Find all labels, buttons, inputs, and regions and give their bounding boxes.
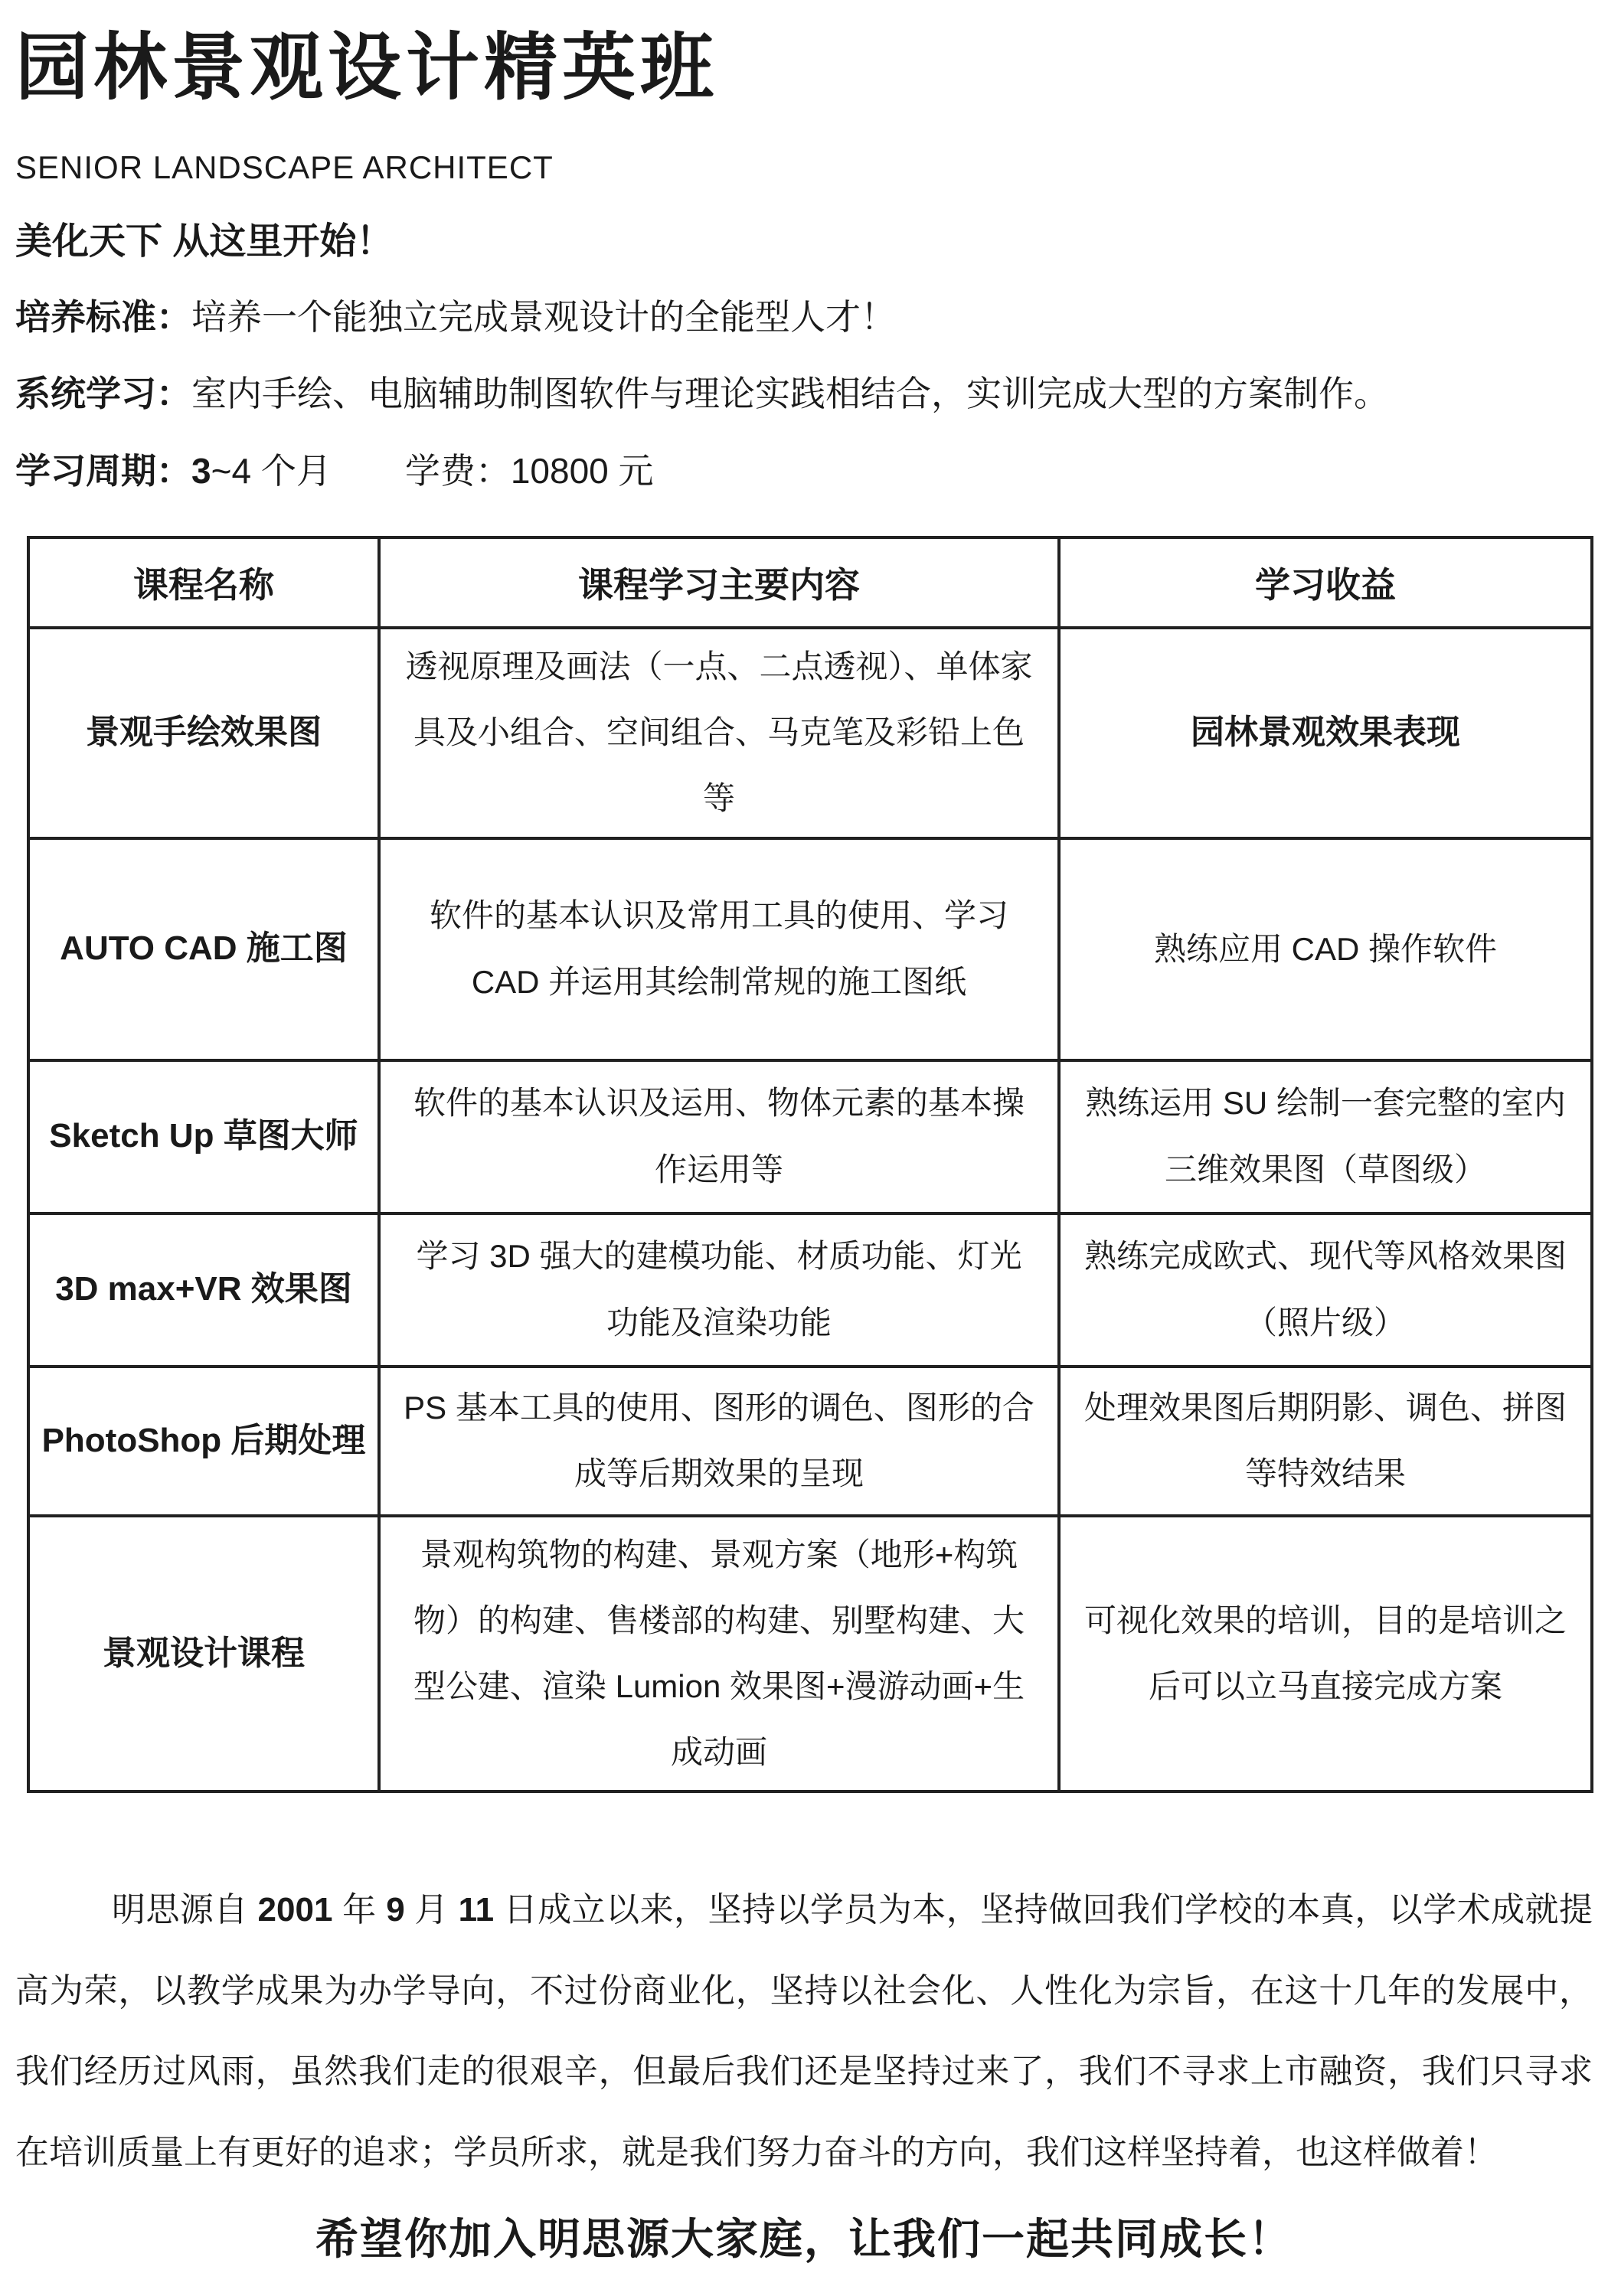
about-bold-number: 9 <box>386 1890 405 1929</box>
course-name-cell: 景观手绘效果图 <box>28 628 379 838</box>
about-text-run: 明思源自 <box>112 1890 258 1929</box>
table-row <box>28 1060 1592 1213</box>
info-line-system-learning <box>15 374 1593 414</box>
course-name-cell: AUTO CAD 施工图 <box>28 838 379 1060</box>
info-line-training-standard <box>15 297 1593 338</box>
page-title: 园林景观设计精英班 <box>15 27 718 109</box>
tuition-value: 10800 元 <box>510 451 654 492</box>
course-benefit-cell: 熟练运用 SU 绘制一套完整的室内三维效果图（草图级） <box>1059 1060 1592 1213</box>
about-text-run: 月 <box>404 1890 459 1929</box>
course-name-cell: 3D max+VR 效果图 <box>28 1213 379 1367</box>
course-benefit-cell: 熟练应用 CAD 操作软件 <box>1059 838 1592 1060</box>
study-period-value-rest: ~4 个月 <box>211 451 332 492</box>
about-text-run: 日成立以来，坚持以学员为本，坚持做回我们学校的本真，以学术成就提高为荣，以教学成果为办学导向，不过份商业化，坚持以社会化、人性化为宗旨，在这十几年的发展中，我们经历过风雨，虽然我们走的很艰辛，但最后我们还是坚持过来了，我们不寻求上市融资，我们只寻求在培训质量上有更好的追求；学员所求，就是我们努力奋斗的方向，我们这样坚持着，也这样做着！ <box>15 1890 1593 2171</box>
system-learning-text: 室内手绘、电脑辅助制图软件与理论实践相结合，实训完成大型的方案制作。 <box>191 374 1389 414</box>
subtitle-en: SENIOR LANDSCAPE ARCHITECT <box>15 149 554 185</box>
table-row <box>28 1367 1592 1516</box>
info-line-period-tuition <box>15 451 1593 492</box>
slogan: 美化天下 从这里开始！ <box>15 220 394 262</box>
tuition-label: 学费： <box>404 451 511 492</box>
course-name-cell: PhotoShop 后期处理 <box>28 1367 379 1516</box>
course-content-cell: 学习 3D 强大的建模功能、材质功能、灯光功能及渲染功能 <box>379 1213 1059 1367</box>
training-standard-text: 培养一个能独立完成景观设计的全能型人才！ <box>191 296 896 337</box>
closing-line: 希望你加入明思源大家庭，让我们一起共同成长！ <box>315 2216 1293 2265</box>
course-content-cell: PS 基本工具的使用、图形的调色、图形的合成等后期效果的呈现 <box>379 1367 1059 1516</box>
course-content-cell: 景观构筑物的构建、景观方案（地形+构筑物）的构建、售楼部的构建、别墅构建、大型公建、渲染 Lumion 效果图+漫游动画+生成动画 <box>379 1516 1059 1791</box>
about-bold-number: 2001 <box>257 1890 333 1929</box>
table-row <box>28 1516 1592 1791</box>
course-name-cell: 景观设计课程 <box>28 1516 379 1791</box>
study-period-value-bold: 3 <box>191 451 211 492</box>
course-benefit-cell: 处理效果图后期阴影、调色、拼图等特效结果 <box>1059 1367 1592 1516</box>
course-table-body <box>28 628 1592 1791</box>
course-benefit-cell: 园林景观效果表现 <box>1059 628 1592 838</box>
about-paragraph <box>15 1870 1593 2193</box>
header-benefit: 学习收益 <box>1059 537 1592 628</box>
course-name-cell: Sketch Up 草图大师 <box>28 1060 379 1213</box>
course-content-cell: 软件的基本认识及运用、物体元素的基本操作运用等 <box>379 1060 1059 1213</box>
system-learning-label: 系统学习： <box>15 374 191 414</box>
course-content-cell: 软件的基本认识及常用工具的使用、学习 CAD 并运用其绘制常规的施工图纸 <box>379 838 1059 1060</box>
about-bold-number: 11 <box>458 1890 495 1929</box>
course-benefit-cell: 熟练完成欧式、现代等风格效果图（照片级） <box>1059 1213 1592 1367</box>
table-header-row <box>28 537 1592 628</box>
course-table <box>27 536 1593 1793</box>
course-benefit-cell: 可视化效果的培训，目的是培训之后可以立马直接完成方案 <box>1059 1516 1592 1791</box>
study-period-label: 学习周期： <box>15 451 191 492</box>
header-course-content: 课程学习主要内容 <box>379 537 1059 628</box>
about-text-run: 年 <box>332 1890 387 1929</box>
table-row <box>28 838 1592 1060</box>
table-row <box>28 628 1592 838</box>
training-standard-label: 培养标准： <box>15 296 191 337</box>
table-row <box>28 1213 1592 1367</box>
header-course-name: 课程名称 <box>28 537 379 628</box>
course-content-cell: 透视原理及画法（一点、二点透视）、单体家具及小组合、空间组合、马克笔及彩铅上色等 <box>379 628 1059 838</box>
